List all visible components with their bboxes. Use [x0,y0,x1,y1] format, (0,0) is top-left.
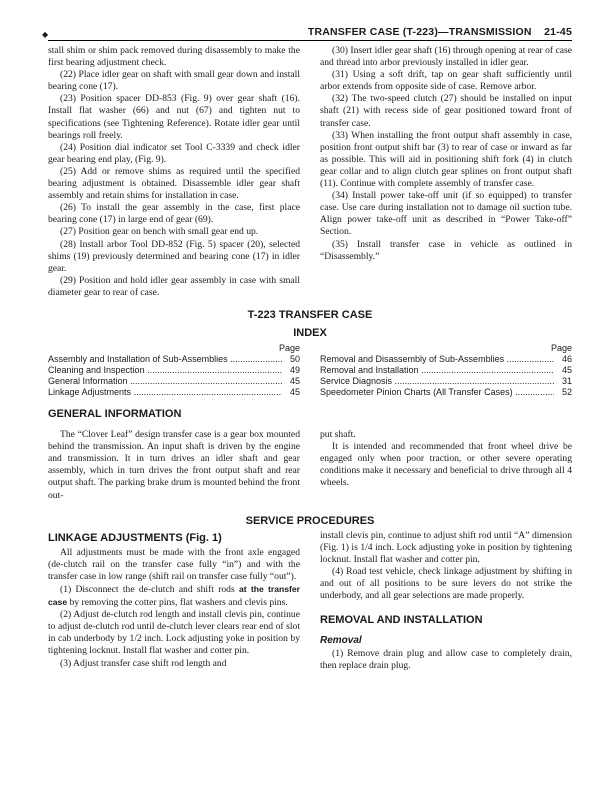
index-row [320,354,572,365]
top-right-column [320,45,572,299]
index-label: Assembly and Installation of Sub-Assemblies ..... [48,354,282,365]
index-label: Removal and Installation ..... [320,365,554,376]
paragraph: (29) Position and hold idler gear assembly in case with small diameter gear to rear of case. [48,274,300,298]
paragraph: (1) Remove drain plug and allow case to completely drain, then replace drain plug. [320,648,572,672]
paragraph: (31) Using a soft drift, tap on gear shaft sufficiently until arbor extends from opposite side of case. Remove arbor. [320,69,572,93]
header-title: TRANSFER CASE (T-223)—TRANSMISSION [307,26,532,38]
index-label: Removal and Disassembly of Sub-Assemblies ..... [320,354,554,365]
index-page: 45 [289,386,300,397]
index-page: 31 [561,375,572,386]
index-page: 52 [561,386,572,397]
index-row [320,365,572,376]
index-page: 49 [289,364,300,375]
index-label: General Information ..... [48,376,282,387]
page-column-label: Page [550,342,572,353]
paragraph: (27) Position gear on bench with small gear end up. [60,226,259,238]
general-information-heading: GENERAL INFORMATION [48,407,182,420]
linkage-adjustments-heading: LINKAGE ADJUSTMENTS (Fig. 1) [48,531,222,544]
index-row [320,387,572,398]
paragraph: (24) Position dial indicator set Tool C-3339 and check idler gear bearing end play, (Fig. 9). [48,141,300,165]
service-right [320,530,572,673]
index-subtitle: INDEX [293,326,327,339]
index-row [320,376,572,387]
paragraph [48,583,300,609]
index-table [48,343,572,398]
index-row [48,354,300,365]
index-row [48,365,300,376]
manual-page [42,26,573,673]
emphasis-text: at the transfer case [48,584,300,608]
header-text [308,26,572,38]
general-right [320,429,572,502]
paragraph: put shaft. [320,429,356,441]
paragraph: (26) To install the gear assembly in the case, first place bearing cone (17) in large end of gear (69). [48,202,300,226]
diamond-icon: ◆ [42,30,49,39]
general-columns [48,429,572,502]
index-page: 46 [561,353,572,364]
paragraph: (25) Add or remove shims as required until the specified bearing adjustment is obtained. Disassemble idler gear shaft assembly and retain shims for installation in case. [48,165,300,202]
service-left [48,530,300,673]
step-text: by removing the cotter pins, flat washers and clevis pins. [67,597,288,609]
paragraph: (30) Insert idler gear shaft (16) through opening at rear of case and thread into arbor previously installed in idler gear. [320,45,573,69]
service-procedures-heading: SERVICE PROCEDURES [245,514,375,527]
index-label: Linkage Adjustments ..... [48,387,282,398]
index-label: Speedometer Pinion Charts (All Transfer Cases) ..... [320,387,554,398]
index-row [48,387,300,398]
page-number: 21-45 [544,26,572,38]
paragraph: (35) Install transfer case in vehicle as outlined in “Disassembly.” [320,238,572,262]
service-columns [48,530,572,673]
general-left [48,429,300,502]
paragraph: install clevis pin, continue to adjust shift rod until “A” dimension (Fig. 1) is 1/4 inch. Lock adjusting yoke in position by tightening locknut. Install flat washer and cotter pin. [320,529,572,565]
paragraph: stall shim or shim pack removed during disassembly to make the first bearing adjustment check. [48,45,300,69]
page-header [42,26,572,41]
paragraph: (2) Adjust de-clutch rod length and install clevis pin, continue to adjust de-clutch rod until de-clutch lever clears rear end of slot in cab underbody by 1/2 inch. Lock adjusting yoke in position by tightening locknut. Install flat washer and cotter pin. [48,609,300,657]
paragraph: (32) The two-speed clutch (27) should be installed on input shaft (21) with recess side of gear positioned toward front of transfer case. [320,93,572,129]
paragraph: (22) Place idler gear on shaft with small gear down and install bearing cone (17). [48,69,300,93]
page-column-label: Page [278,342,300,353]
paragraph: (4) Road test vehicle, check linkage adjustment by shifting in and out of all positions to be sure levers do not strike the underbody, and all gear selections are made properly. [320,565,572,602]
index-row [48,376,300,387]
index-page: 45 [561,364,572,375]
paragraph: (33) When installing the front output shaft assembly in case, position front output shift bar (3) to rear of case or inward as far as possible. This will aid in positioning shift fork (4) in clutch gear collar and to align clutch gear splines on front output shaft (11). Continue with complete assembly of transfer case. [320,129,572,190]
index-right [320,343,572,398]
step-text: (1) Disconnect the de-clutch and shift rods [60,584,239,595]
index-left [48,343,300,398]
index-page: 45 [289,375,300,386]
removal-installation-heading: REMOVAL AND INSTALLATION [320,614,483,627]
index-label: Cleaning and Inspection ..... [48,365,282,376]
paragraph: (28) Install arbor Tool DD-852 (Fig. 5) spacer (20), selected shims (19) previously determined and bearing cone (17) in idler gear. [48,238,300,274]
index-label: Service Diagnosis ..... [320,376,554,387]
paragraph: It is intended and recommended that front wheel drive be engaged only when poor traction, or other severe operating conditions make it necessary and beneficial to drive through all 4 wheels. [320,441,572,489]
paragraph: (34) Install power take-off unit (if so equipped) to transfer case. Use care during installation not to damage oil suction tube. Align power take-off unit as described in “Power Take-off” Section. [320,190,572,238]
paragraph: (23) Position spacer DD-853 (Fig. 9) over gear shaft (16). Install flat washer (66) and nut (67) and tighten nut to specifications (see Tightening Reference). Rotate idler gear until bearings roll freely. [48,93,300,141]
top-columns [48,45,572,299]
index-page: 50 [289,353,300,364]
top-left-column [48,45,300,299]
paragraph: (3) Adjust transfer case shift rod length and [60,657,227,669]
index-title: T-223 TRANSFER CASE [247,308,373,321]
paragraph: The “Clover Leaf” design transfer case is a gear box mounted behind the transmission. An input shaft is driven by the engine and transmission. It in turn drives an idler shaft and gear assembly, which in turn drives the front output shaft and rear output shaft. The parking brake drum is mounted behind the front out- [48,429,300,501]
paragraph: All adjustments must be made with the front axle engaged (de-clutch rail on the transfer case fully “in”) and with the transfer case in low range (shift rail on transfer case fully “out”). [48,546,300,582]
removal-subheading: Removal [320,635,362,647]
